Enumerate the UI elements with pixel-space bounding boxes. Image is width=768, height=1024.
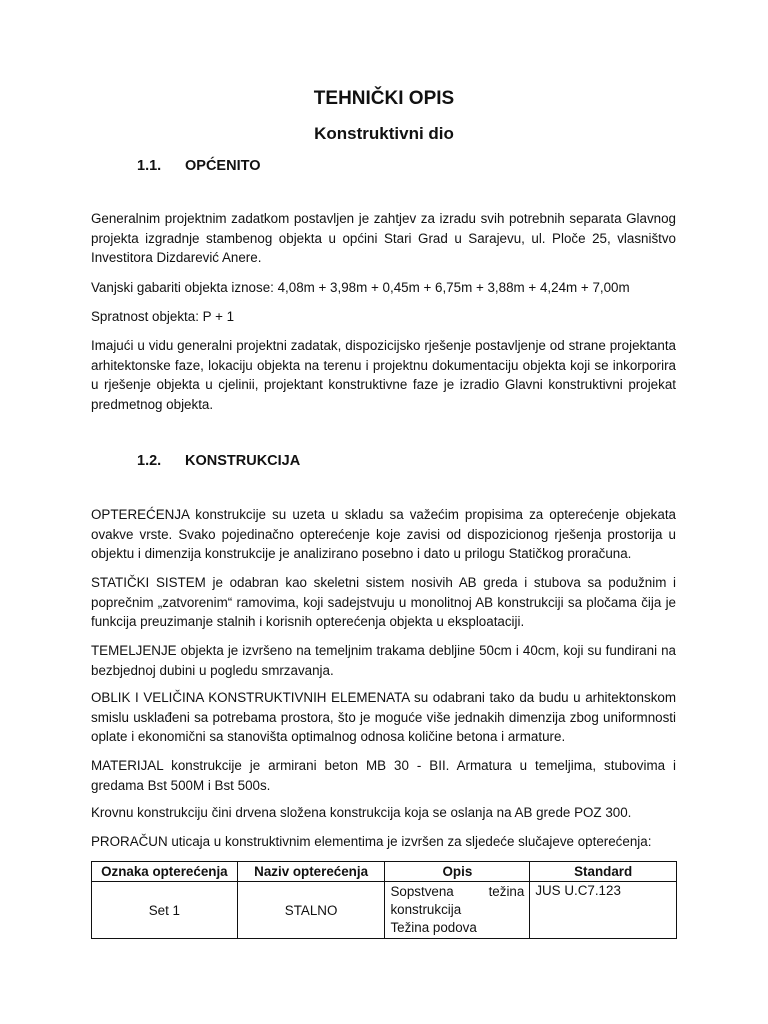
cell-naziv: STALNO — [237, 882, 385, 939]
opis-line: Težina podova — [390, 920, 477, 935]
opis-word: Sopstvena — [390, 884, 454, 899]
paragraph: Generalnim projektnim zadatkom postavljen je zahtjev za izradu svih potrebnih separata Glavnog projekta izgradnje stambenog objekta u općini Stari Grad u Sarajevu, ul. Ploče 25, vlasništvo Investitora Dizdarević Anere. — [91, 211, 676, 265]
section-heading-opcenito — [137, 158, 260, 174]
table-header-cell: Opis — [385, 862, 530, 882]
table-header-cell: Standard — [530, 862, 677, 882]
opis-word: težina — [488, 884, 525, 899]
paragraph: STATIČKI SISTEM je odabran kao skeletni sistem nosivih AB greda i stubova sa podužnim i poprečnim „zatvorenim“ ramovima, koji sadejstvuju u monolitnoj AB konstrukciji sa pločama čija je funkcija preuzimanje stalnih i korisnih opterećenja objekta u eksploataciji. — [91, 575, 676, 629]
opis-line — [390, 883, 524, 901]
opis-line: konstrukcija — [390, 902, 462, 917]
paragraph: Vanjski gabariti objekta iznose: 4,08m + 3,98m + 0,45m + 6,75m + 3,88m + 4,24m + 7,00m — [91, 280, 630, 295]
paragraph: PRORAČUN uticaja u konstruktivnim elementima je izvršen za sljedeće slučajeve opterećenja: — [91, 834, 652, 849]
table-row — [92, 882, 677, 939]
paragraph: Krovnu konstrukciju čini drvena složena konstrukcija koja se oslanja na AB grede POZ 300. — [91, 805, 632, 820]
cell-opis — [385, 882, 530, 939]
section-heading-konstrukcija — [137, 453, 300, 469]
cell-standard: JUS U.C7.123 — [530, 882, 677, 939]
table-header-cell: Naziv opterećenja — [237, 862, 385, 882]
paragraph: MATERIJAL konstrukcije je armirani beton MB 30 - BII. Armatura u temeljima, stubovima i gredama Bst 500M i Bst 500s. — [91, 758, 676, 793]
section-number: 1.1. — [137, 158, 162, 174]
paragraph: Spratnost objekta: P + 1 — [91, 309, 235, 324]
paragraph: TEMELJENJE objekta je izvršeno na temeljnim trakama debljine 50cm i 40cm, koji su fundirani na bezbjednoj dubini u pogledu smrzavanja. — [91, 643, 676, 678]
table-header-row — [92, 862, 677, 882]
table-header-cell: Oznaka opterećenja — [92, 862, 238, 882]
paragraph: OPTEREĆENJA konstrukcije su uzeta u skladu sa važećim propisima za opterećenje objekata ovakve vrste. Svako pojedinačno opterećenje koje zavisi od dispozicionog rješenja prostorija u objektu i dimenzija konstrukcije je analizirano posebno i dato u prilogu Statičkog proračuna. — [91, 507, 676, 561]
load-cases-table — [91, 861, 677, 939]
paragraph: Imajući u vidu generalni projektni zadatak, dispozicijsko rješenje postavljenje od strane projektanta arhitektonske faze, lokaciju objekta na terenu i projektnu dokumentaciju objekta koji se inkorporira u rješenje objekta u cjelinii, projektant konstruktivne faze je izradio Glavni konstruktivni projekat predmetnog objekta. — [91, 338, 676, 412]
section-title: KONSTRUKCIJA — [185, 453, 301, 469]
paragraph: OBLIK I VELIČINA KONSTRUKTIVNIH ELEMENATA su odabrani tako da budu u arhitektonskom smislu usklađeni sa potrebama prostora, što je moguće više jednakih dimenzija zbog uniformnosti oplate i ekonomični sa stanovišta optimalnog odnosa količine betona i armature. — [91, 690, 676, 744]
section-title: OPĆENITO — [185, 158, 261, 174]
section-number: 1.2. — [137, 453, 162, 469]
cell-oznaka: Set 1 — [92, 882, 238, 939]
page-subtitle: Konstruktivni dio — [314, 124, 454, 143]
page-title: TEHNIČKI OPIS — [313, 88, 455, 109]
